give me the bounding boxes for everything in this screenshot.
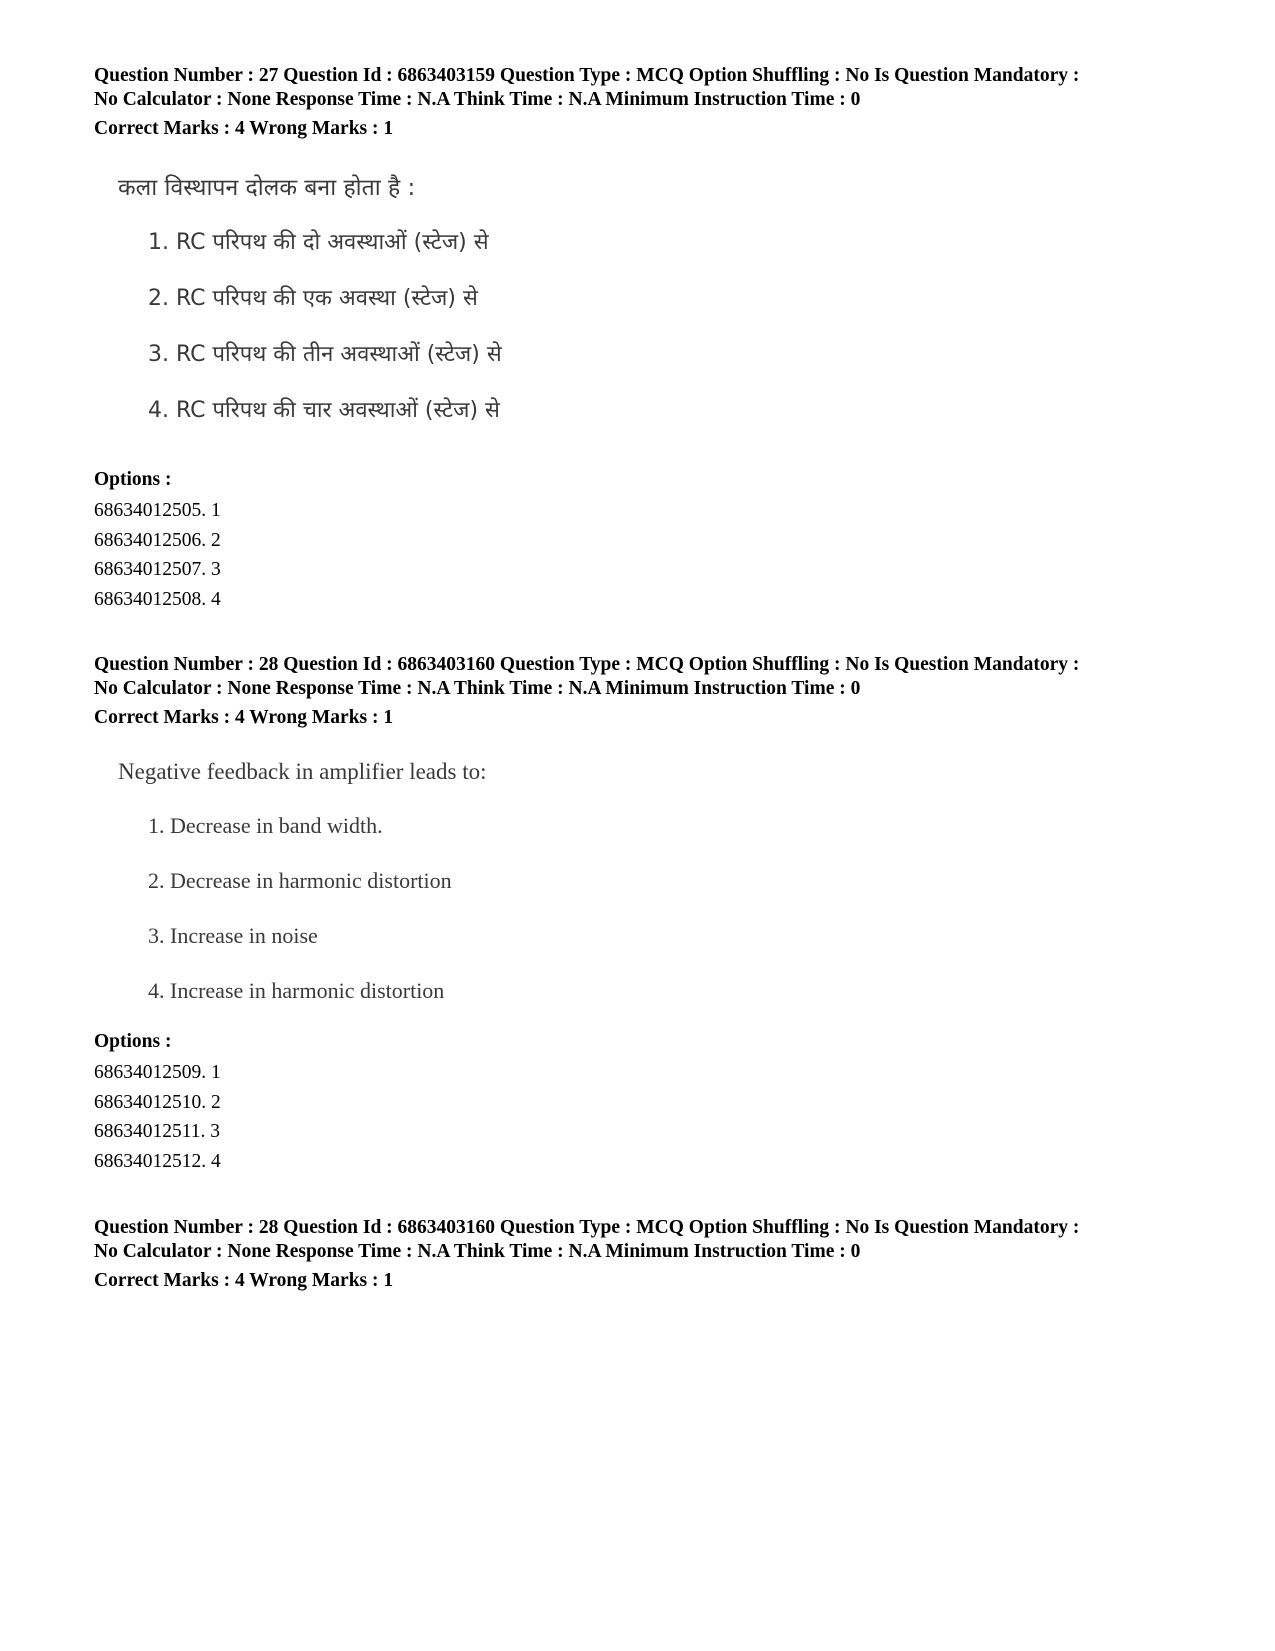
options-label: Options : bbox=[94, 1031, 172, 1052]
option-item: 68634012506. 2 bbox=[94, 529, 221, 551]
option-item: 68634012507. 3 bbox=[94, 559, 221, 580]
question-stem: Negative feedback in amplifier leads to: bbox=[118, 759, 487, 784]
question-27-header bbox=[94, 64, 1214, 112]
question-choice-4: 4. Increase in harmonic distortion bbox=[148, 978, 445, 1003]
question-28-content bbox=[118, 754, 598, 1014]
question-meta-line1: Question Number : 27 Question Id : 6863403159 Question Type : MCQ Option Shuffling : No Is Question Mandatory : bbox=[94, 65, 1080, 86]
question-28b-header bbox=[94, 1216, 1214, 1264]
question-28-marks: Correct Marks : 4 Wrong Marks : 1 bbox=[94, 707, 394, 728]
question-27-options bbox=[94, 468, 1214, 614]
question-meta-line2: No Calculator : None Response Time : N.A Think Time : N.A Minimum Instruction Time : 0 bbox=[94, 89, 861, 110]
question-meta-line2: No Calculator : None Response Time : N.A Think Time : N.A Minimum Instruction Time : 0 bbox=[94, 1241, 861, 1262]
question-meta-line2: No Calculator : None Response Time : N.A Think Time : N.A Minimum Instruction Time : 0 bbox=[94, 678, 861, 699]
question-choice-2: 2. Decrease in harmonic distortion bbox=[148, 868, 452, 893]
question-28-header bbox=[94, 653, 1214, 701]
question-choice-3: 3. Increase in noise bbox=[148, 923, 318, 948]
option-item: 68634012508. 4 bbox=[94, 588, 221, 610]
option-item: 68634012510. 2 bbox=[94, 1091, 221, 1113]
question-stem: कला विस्थापन दोलक बना होता है : bbox=[118, 175, 416, 201]
options-label: Options : bbox=[94, 469, 172, 490]
option-item: 68634012505. 1 bbox=[94, 500, 221, 521]
question-27-marks: Correct Marks : 4 Wrong Marks : 1 bbox=[94, 118, 394, 139]
option-item: 68634012512. 4 bbox=[94, 1150, 221, 1172]
question-choice-4: 4. RC परिपथ की चार अवस्थाओं (स्टेज) से bbox=[148, 398, 500, 423]
question-28-options bbox=[94, 1030, 1214, 1176]
option-item: 68634012509. 1 bbox=[94, 1062, 221, 1083]
question-28b-marks: Correct Marks : 4 Wrong Marks : 1 bbox=[94, 1270, 394, 1291]
question-choice-1: 1. Decrease in band width. bbox=[148, 813, 383, 838]
question-meta-line1: Question Number : 28 Question Id : 6863403160 Question Type : MCQ Option Shuffling : No Is Question Mandatory : bbox=[94, 654, 1080, 675]
question-choice-3: 3. RC परिपथ की तीन अवस्थाओं (स्टेज) से bbox=[148, 342, 502, 367]
question-choice-1: 1. RC परिपथ की दो अवस्थाओं (स्टेज) से bbox=[148, 230, 489, 255]
question-meta-line1: Question Number : 28 Question Id : 6863403160 Question Type : MCQ Option Shuffling : No Is Question Mandatory : bbox=[94, 1217, 1080, 1238]
question-choice-2: 2. RC परिपथ की एक अवस्था (स्टेज) से bbox=[148, 286, 478, 311]
question-27-content bbox=[118, 166, 658, 446]
option-item: 68634012511. 3 bbox=[94, 1121, 221, 1142]
